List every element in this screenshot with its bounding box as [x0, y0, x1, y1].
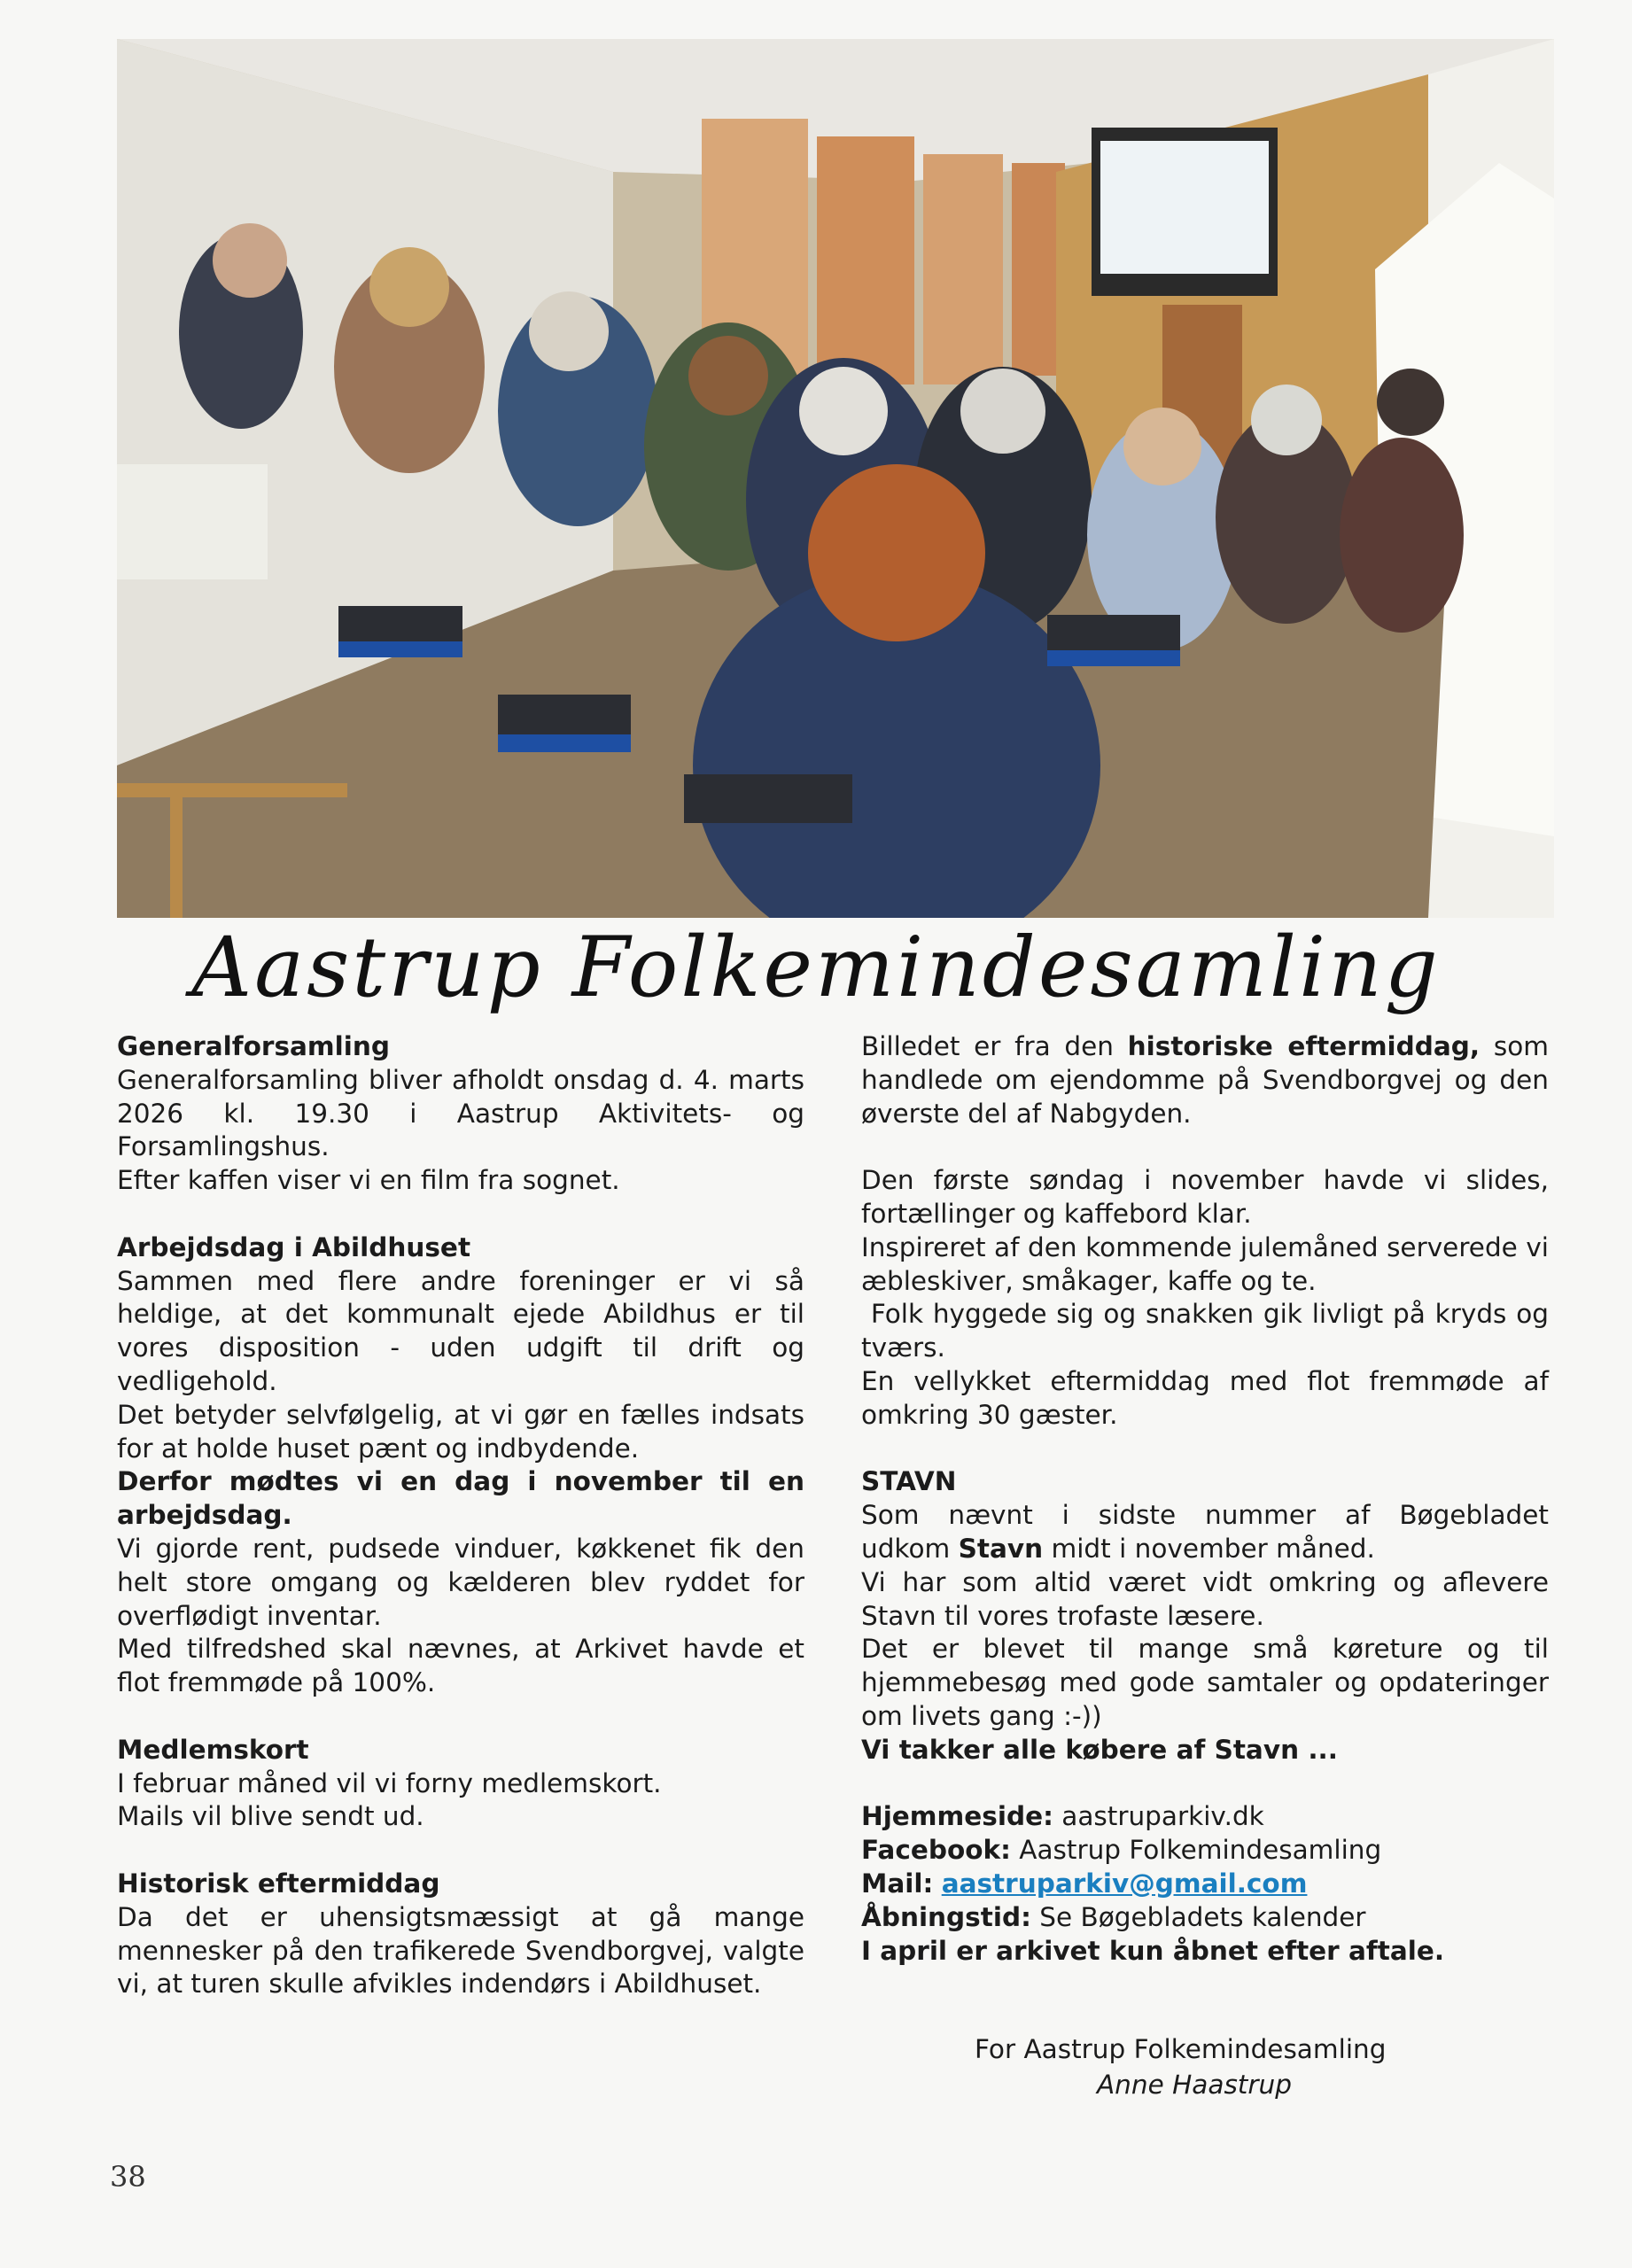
right-column — [861, 1030, 1558, 1968]
contact-website: Hjemmeside: aastruparkiv.dk — [861, 1801, 1264, 1832]
paragraph: Det er blevet til mange små køreture og til hjemmebesøg med gode samtaler og opdateringer om livets gang :-)) — [861, 1634, 1549, 1731]
contact-mail: Mail: aastruparkiv@gmail.com — [861, 1868, 1308, 1899]
paragraph-bold: Derfor mødtes vi en dag i november til en arbejdsdag. — [117, 1466, 804, 1531]
page-number: 38 — [110, 2160, 146, 2194]
paragraph: Efter kaffen viser vi en film fra sognet. — [117, 1165, 620, 1196]
heading-medlemskort: Medlemskort — [117, 1734, 309, 1765]
paragraph: Med tilfredshed skal nævnes, at Arkivet havde et flot fremmøde på 100%. — [117, 1634, 804, 1698]
paragraph: Inspireret af den kommende julemåned serverede vi æbleskiver, småkager, kaffe og te. — [861, 1231, 1549, 1296]
article-title: Aastrup Folkemindesamling — [191, 920, 1441, 1016]
paragraph: Det betyder selvfølgelig, at vi gør en fælles indsats for at holde huset pænt og indbydende. — [117, 1399, 804, 1464]
mail-link[interactable]: aastruparkiv@gmail.com — [941, 1868, 1308, 1899]
paragraph: Generalforsamling bliver afholdt onsdag d. 4. marts 2026 kl. 19.30 i Aastrup Aktivitets- og Forsamlingshus. — [117, 1064, 804, 1162]
heading-arbejdsdag: Arbejdsdag i Abildhuset — [117, 1231, 471, 1262]
paragraph: Sammen med flere andre foreninger er vi så heldige, at det kommunalt ejede Abildhus er til vores disposition - uden udgift til drift og vedligehold. — [117, 1265, 804, 1396]
paragraph: Folk hyggede sig og snakken gik livligt på kryds og tværs. — [861, 1299, 1558, 1363]
meeting-photo-illustration — [117, 39, 1554, 918]
paragraph: I februar måned vil vi forny medlemskort. — [117, 1767, 662, 1798]
signature-line: For Aastrup Folkemindesamling — [975, 2034, 1387, 2064]
photo-caption: Billedet er fra den historiske eftermiddag, som handlede om ejendomme på Svendborgvej og den øverste del af Nabgyden. — [861, 1031, 1549, 1129]
article-photo — [117, 39, 1554, 918]
paragraph: Da det er uhensigtsmæssigt at gå mange mennesker på den trafikerede Svendborgvej, valgte vi, at turen skulle afvikles indendørs i Abildhuset. — [117, 1901, 804, 2000]
contact-facebook: Facebook: Aastrup Folkemindesamling — [861, 1835, 1382, 1866]
paragraph-bold: Vi takker alle købere af Stavn ... — [861, 1734, 1338, 1765]
left-column — [117, 1030, 804, 2001]
paragraph: Vi gjorde rent, pudsede vinduer, køkkenet fik den helt store omgang og kælderen blev ryddet for overflødigt inventar. — [117, 1533, 804, 1631]
heading-generalforsamling: Generalforsamling — [117, 1031, 390, 1061]
contact-opening-hours: Åbningstid: Se Bøgebladets kalender — [861, 1901, 1366, 1932]
heading-historisk: Historisk eftermiddag — [117, 1868, 440, 1899]
paragraph: Den første søndag i november havde vi slides, fortællinger og kaffebord klar. — [861, 1165, 1549, 1229]
april-notice: I april er arkivet kun åbnet efter aftale. — [861, 1935, 1445, 1966]
signature-name: Anne Haastrup — [1097, 2070, 1292, 2100]
paragraph: Mails vil blive sendt ud. — [117, 1801, 424, 1832]
paragraph: Som nævnt i sidste nummer af Bøgebladet — [861, 1500, 1549, 1531]
signature — [975, 2031, 1386, 2102]
heading-stavn: STAVN — [861, 1466, 957, 1497]
paragraph: udkom Stavn midt i november måned. — [861, 1533, 1375, 1564]
paragraph: En vellykket eftermiddag med flot fremmøde af omkring 30 gæster. — [861, 1365, 1549, 1430]
paragraph: Vi har som altid været vidt omkring og aflevere Stavn til vores trofaste læsere. — [861, 1566, 1549, 1631]
